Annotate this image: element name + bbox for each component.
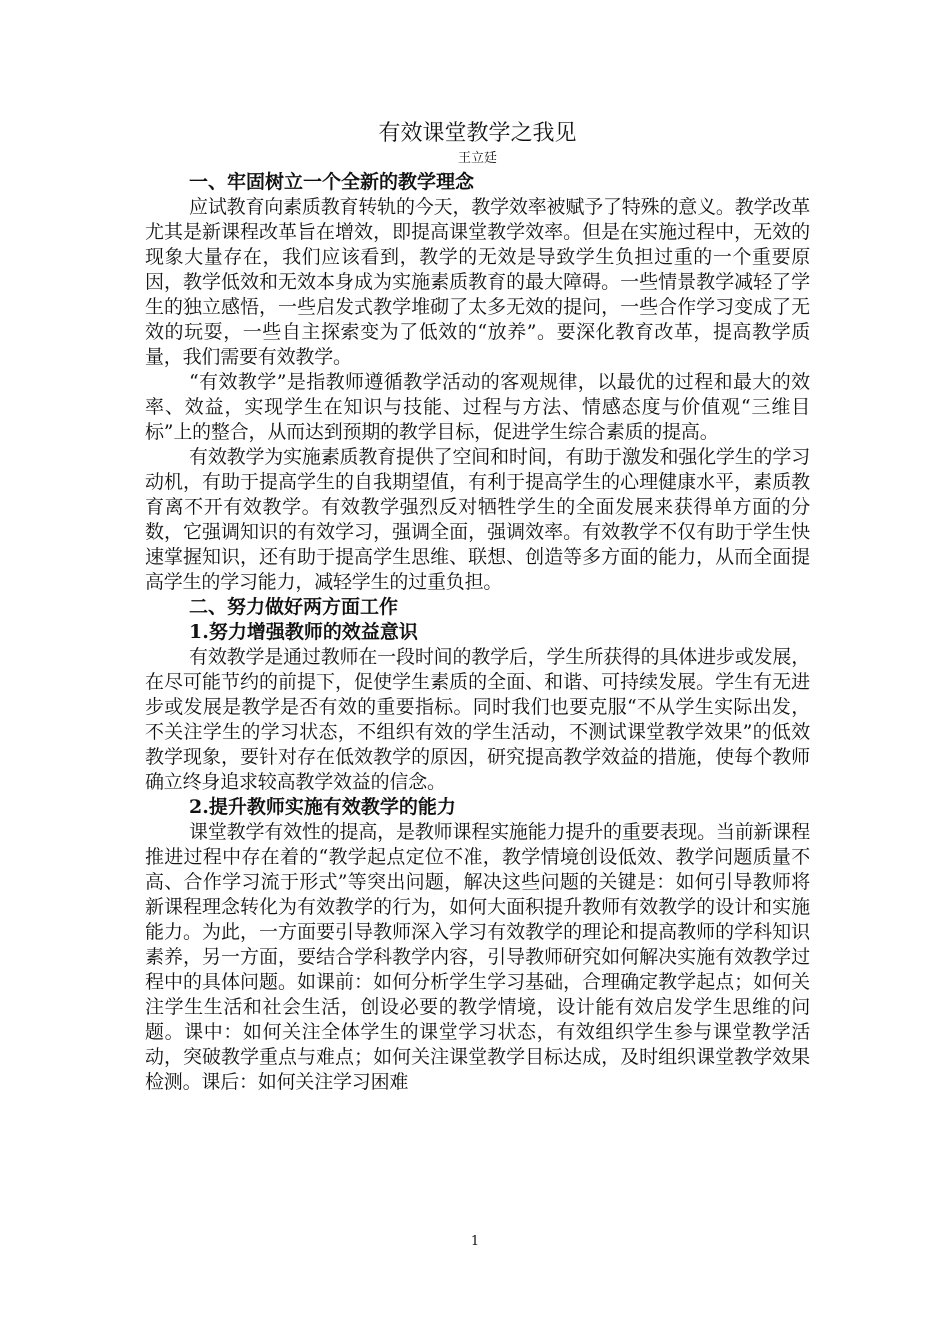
subsection-heading-1: 1.努力增强教师的效益意识 xyxy=(189,621,418,643)
section-heading-1: 一、牢固树立一个全新的教学理念 xyxy=(189,171,475,193)
paragraph: “有效教学”是指教师遵循教学活动的客观规律，以最优的过程和最大的效率、效益，实现学生在知识与技能、过程与方法、情感态度与价值观“三维目标”上的整合，从而达到预期的教学目标，促进学生综合素质的提高。 xyxy=(145,371,810,443)
document-page xyxy=(145,118,810,1095)
paragraph: 有效教学为实施素质教育提供了空间和时间，有助于激发和强化学生的学习动机，有助于提高学生的自我期望值，有利于提高学生的心理健康水平，素质教育离不开有效教学。有效教学强烈反对牺牲学生的全面发展来获得单方面的分数，它强调知识的有效学习，强调全面，强调效率。有效教学不仅有助于学生快速掌握知识，还有助于提高学生思维、联想、创造等多方面的能力，从而全面提高学生的学习能力，减轻学生的过重负担。 xyxy=(145,446,810,593)
paragraph: 课堂教学有效性的提高，是教师课程实施能力提升的重要表现。当前新课程推进过程中存在着的“教学起点定位不准，教学情境创设低效、教学问题质量不高、合作学习流于形式”等突出问题，解决这些问题的关键是：如何引导教师将新课程理念转化为有效教学的行为，如何大面积提升教师有效教学的设计和实施能力。为此，一方面要引导教师深入学习有效教学的理论和提高教师的学科知识素养，另一方面，要结合学科教学内容，引导教师研究如何解决实施有效教学过程中的具体问题。如课前：如何分析学生学习基础，合理确定教学起点；如何关注学生生活和社会生活，创设必要的教学情境，设计能有效启发学生思维的问题。课中：如何关注全体学生的课堂学习状态，有效组织学生参与课堂教学活动，突破教学重点与难点；如何关注课堂教学目标达成，及时组织课堂教学效果检测。课后：如何关注学习困难 xyxy=(145,821,810,1093)
subsection-heading-2: 2.提升教师实施有效教学的能力 xyxy=(189,796,456,818)
paragraph: 有效教学是通过教师在一段时间的教学后，学生所获得的具体进步或发展，在尽可能节约的前提下，促使学生素质的全面、和谐、可持续发展。学生有无进步或发展是教学是否有效的重要指标。同时我们也要克服“不从学生实际出发，不关注学生的学习状态，不组织有效的学生活动，不测试课堂教学效果”的低效教学现象，要针对存在低效教学的原因，研究提高教学效益的措施，使每个教师确立终身追求较高教学效益的信念。 xyxy=(145,646,810,793)
document-author: 王立廷 xyxy=(457,151,497,166)
page-number: 1 xyxy=(470,1234,480,1249)
document-title: 有效课堂教学之我见 xyxy=(378,121,577,146)
section-heading-2: 二、努力做好两方面工作 xyxy=(189,596,399,618)
paragraph: 应试教育向素质教育转轨的今天，教学效率被赋予了特殊的意义。教学改革尤其是新课程改革旨在增效，即提高课堂教学效率。但是在实施过程中，无效的现象大量存在，我们应该看到，教学的无效是导致学生负担过重的一个重要原因，教学低效和无效本身成为实施素质教育的最大障碍。一些情景教学减轻了学生的独立感悟，一些启发式教学堆砌了太多无效的提问，一些合作学习变成了无效的玩耍，一些自主探索变为了低效的“放养”。要深化教育改革，提高教学质量，我们需要有效教学。 xyxy=(145,196,810,368)
